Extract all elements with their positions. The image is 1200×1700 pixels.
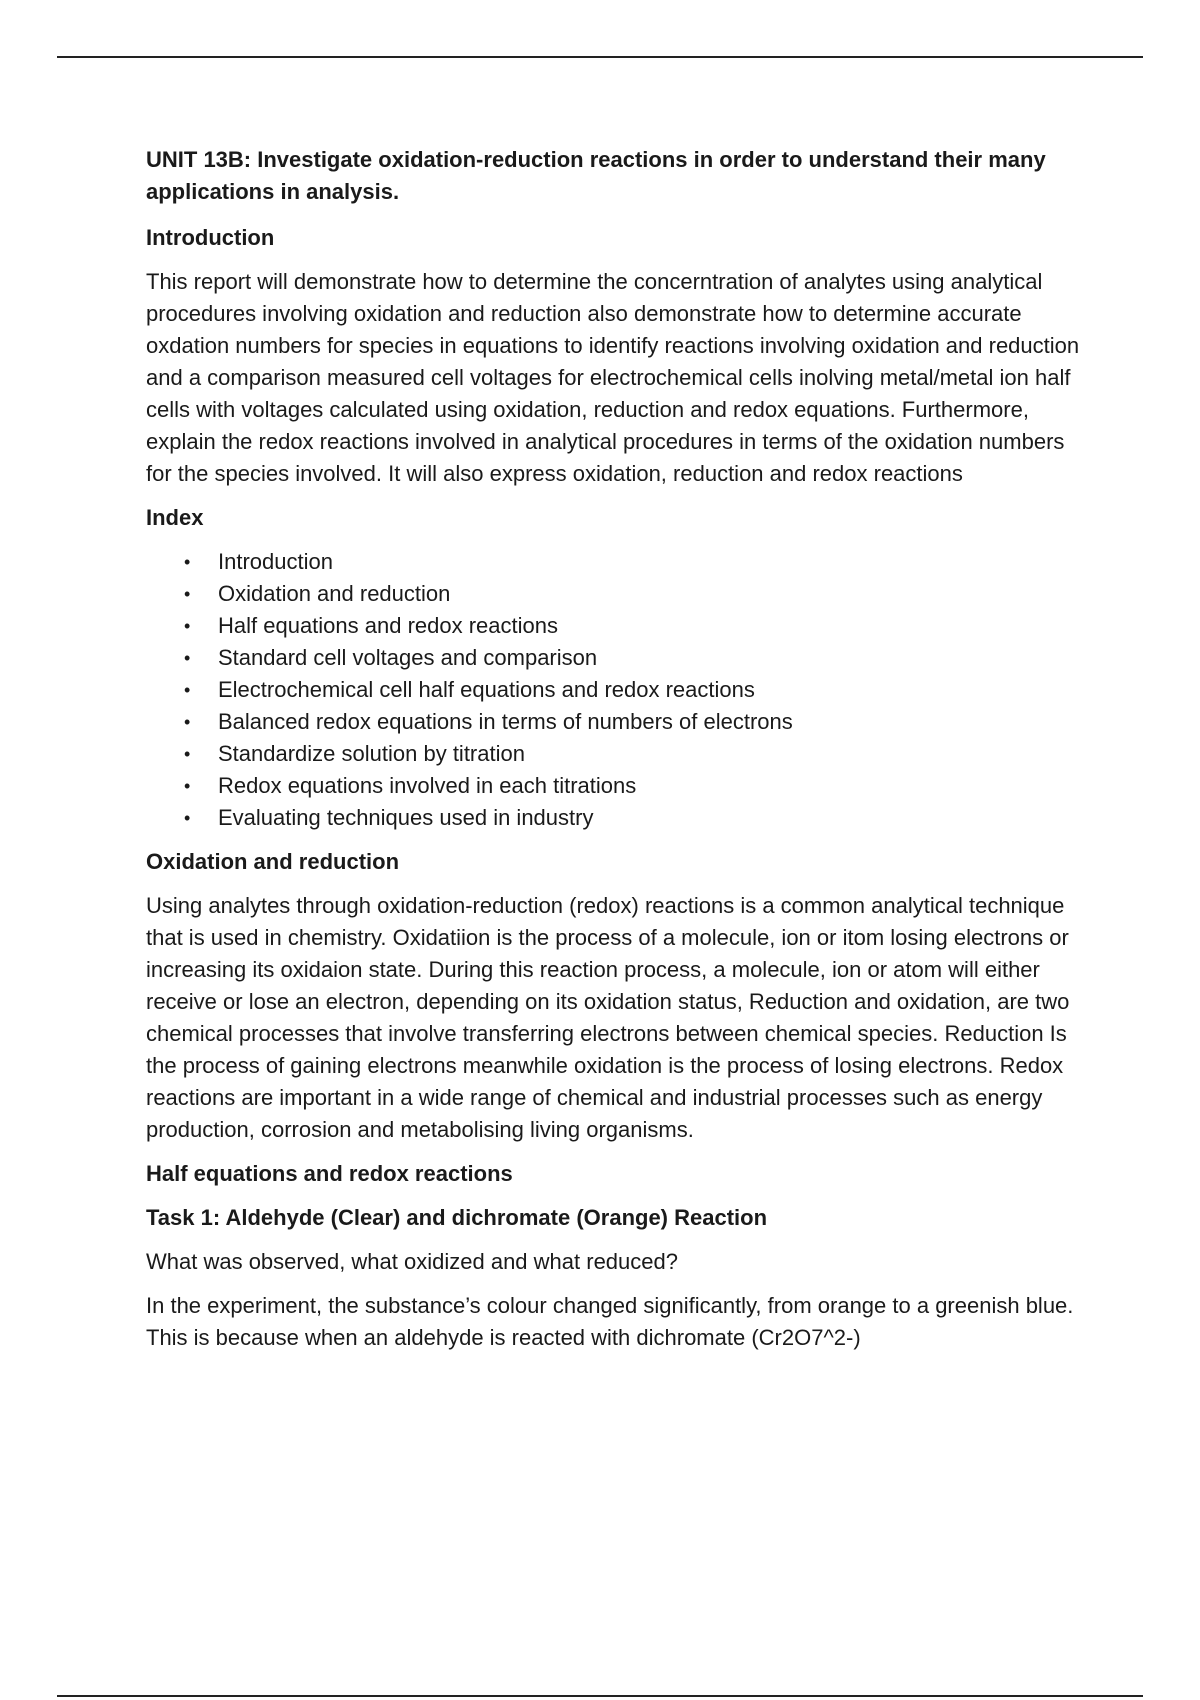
document-body [146,144,1096,1366]
index-item-label: Standard cell voltages and comparison [218,645,598,670]
index-item [146,738,1096,770]
bullet-icon: • [184,776,191,796]
index-item [146,546,1096,578]
oxidation-reduction-heading: Oxidation and reduction [146,849,400,874]
footer-rule [57,1695,1143,1697]
index-item-label: Balanced redox equations in terms of numbers of electrons [218,709,793,734]
bullet-icon: • [184,552,191,572]
index-item [146,770,1096,802]
index-item [146,802,1096,834]
index-item [146,706,1096,738]
index-item-label: Redox equations involved in each titrations [218,773,637,798]
bullet-icon: • [184,712,191,732]
half-equations-heading: Half equations and redox reactions [146,1161,513,1186]
task-1-question: What was observed, what oxidized and what reduced? [146,1249,678,1274]
task-1-heading: Task 1: Aldehyde (Clear) and dichromate (Orange) Reaction [146,1205,768,1230]
bullet-icon: • [184,616,191,636]
oxidation-reduction-paragraph: Using analytes through oxidation-reduction (redox) reactions is a common analytical technique that is used in chemistry. Oxidatiion is the process of a molecule, ion or itom losing electrons or increasing its oxidaion state. During this reaction process, a molecule, ion or atom will either receive or lose an electron, depending on its oxidation status, Reduction and oxidation, are two chemical processes that involve transferring electrons between chemical species. Reduction Is the process of gaining electrons meanwhile oxidation is the process of losing electrons. Redox reactions are important in a wide range of chemical and industrial processes such as energy production, corrosion and metabolising living organisms. [146,893,1070,1142]
bullet-icon: • [184,744,191,764]
index-heading: Index [146,505,204,530]
index-item-label: Electrochemical cell half equations and redox reactions [218,677,755,702]
bullet-icon: • [184,680,191,700]
index-item-label: Introduction [218,549,333,574]
index-item-label: Standardize solution by titration [218,741,525,766]
index-item [146,610,1096,642]
header-rule [57,56,1143,58]
introduction-paragraph: This report will demonstrate how to determine the concerntration of analytes using analytical procedures involving oxidation and reduction also demonstrate how to determine accurate oxdation numbers for species in equations to identify reactions involving oxidation and reduction and a comparison measured cell voltages for electrochemical cells inolving metal/metal ion half cells with voltages calculated using oxidation, reduction and redox equations. Furthermore, explain the redox reactions involved in analytical procedures in terms of the oxidation numbers for the species involved. It will also express oxidation, reduction and redox reactions [146,269,1080,486]
bullet-icon: • [184,584,191,604]
index-item [146,578,1096,610]
index-item-label: Oxidation and reduction [218,581,451,606]
index-item [146,674,1096,706]
introduction-heading: Introduction [146,225,275,250]
bullet-icon: • [184,808,191,828]
index-list [146,546,1096,834]
bullet-icon: • [184,648,191,668]
document-title: UNIT 13B: Investigate oxidation-reduction reactions in order to understand their many applications in analysis. [146,147,1046,204]
index-item-label: Evaluating techniques used in industry [218,805,594,830]
index-item-label: Half equations and redox reactions [218,613,558,638]
index-item [146,642,1096,674]
task-1-answer: In the experiment, the substance’s colour changed significantly, from orange to a greenish blue. This is because when an aldehyde is reacted with dichromate (Cr2O7^2-) [146,1293,1074,1350]
